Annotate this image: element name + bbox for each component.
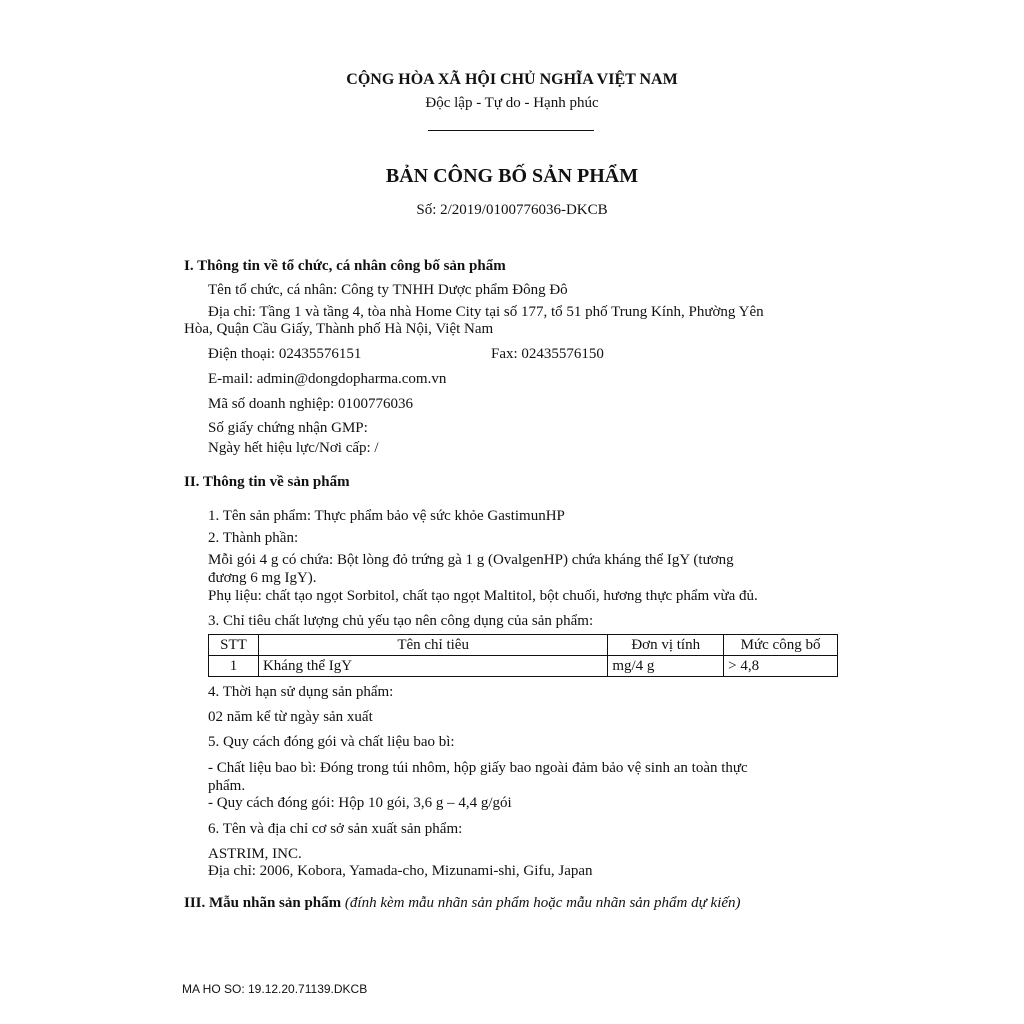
gmp-expiry: Ngày hết hiệu lực/Nơi cấp: / <box>208 440 379 456</box>
packaging-material-line2: phẩm. <box>208 778 246 794</box>
org-address-line1: Địa chỉ: Tầng 1 và tầng 4, tòa nhà Home City tại số 177, tổ 51 phố Trung Kính, Phường Yên <box>208 304 764 320</box>
nation-heading: CỘNG HÒA XÃ HỘI CHỦ NGHĨA VIỆT NAM <box>346 71 678 88</box>
table-cell-level: > 4,8 <box>724 656 838 677</box>
column-header: Đơn vị tính <box>608 635 724 656</box>
quality-heading: 3. Chỉ tiêu chất lượng chủ yếu tạo nên công dụng của sản phẩm: <box>208 613 594 629</box>
manufacturer-heading: 6. Tên và địa chỉ cơ sở sản xuất sản phẩm: <box>208 821 463 837</box>
ingredients-line1: Mỗi gói 4 g có chứa: Bột lòng đỏ trứng gà 1 g (OvalgenHP) chứa kháng thể IgY (tương <box>208 552 734 568</box>
section-3-note: (đính kèm mẫu nhãn sản phẩm hoặc mẫu nhãn sản phẩm dự kiến) <box>344 895 741 911</box>
org-phone: Điện thoại: 02435576151 <box>208 346 362 362</box>
shelf-life-heading: 4. Thời hạn sử dụng sản phẩm: <box>208 684 394 700</box>
file-code: MA HO SO: 19.12.20.71139.DKCB <box>182 982 368 996</box>
table-cell-name: Kháng thể IgY <box>258 656 607 677</box>
section-2-heading: II. Thông tin về sản phẩm <box>184 474 350 490</box>
product-name: 1. Tên sản phẩm: Thực phẩm bảo vệ sức khỏe GastimunHP <box>208 508 565 524</box>
org-fax: Fax: 02435576150 <box>491 346 604 362</box>
table-row <box>209 656 838 677</box>
document-number: Số: 2/2019/0100776036-DKCB <box>416 202 608 218</box>
org-name: Tên tổ chức, cá nhân: Công ty TNHH Dược phẩm Đông Đô <box>208 282 568 298</box>
table-cell-stt: 1 <box>209 656 259 677</box>
shelf-life: 02 năm kể từ ngày sản xuất <box>208 709 373 725</box>
table-header-row <box>209 635 838 656</box>
column-header: Tên chỉ tiêu <box>258 635 607 656</box>
org-address-line2: Hòa, Quận Cầu Giấy, Thành phố Hà Nội, Việt Nam <box>184 321 494 337</box>
packaging-material-line1: - Chất liệu bao bì: Đóng trong túi nhôm, hộp giấy bao ngoài đảm bảo vệ sinh an toàn thực <box>208 760 748 776</box>
business-code: Mã số doanh nghiệp: 0100776036 <box>208 396 413 412</box>
packaging-heading: 5. Quy cách đóng gói và chất liệu bao bì: <box>208 734 455 750</box>
ingredients-line2: đương 6 mg IgY). <box>208 570 317 586</box>
gmp-certificate: Số giấy chứng nhận GMP: <box>208 420 368 436</box>
header-divider <box>428 130 594 131</box>
excipients: Phụ liệu: chất tạo ngọt Sorbitol, chất tạo ngọt Maltitol, bột chuối, hương thực phẩm vừa đủ. <box>208 588 758 604</box>
table-cell-unit: mg/4 g <box>608 656 724 677</box>
section-3 <box>184 894 741 912</box>
section-1-heading: I. Thông tin về tổ chức, cá nhân công bố sản phẩm <box>184 258 506 274</box>
ingredients-heading: 2. Thành phần: <box>208 530 299 546</box>
manufacturer-address: Địa chỉ: 2006, Kobora, Yamada-cho, Mizunami-shi, Gifu, Japan <box>208 863 593 879</box>
packaging-spec: - Quy cách đóng gói: Hộp 10 gói, 3,6 g – 4,4 g/gói <box>208 795 512 811</box>
manufacturer-name: ASTRIM, INC. <box>208 846 302 862</box>
quality-table <box>208 634 838 677</box>
column-header: Mức công bố <box>724 635 838 656</box>
column-header: STT <box>209 635 259 656</box>
section-3-heading: III. Mẫu nhãn sản phẩm <box>184 895 342 911</box>
motto: Độc lập - Tự do - Hạnh phúc <box>425 95 599 111</box>
document-title: BẢN CÔNG BỐ SẢN PHẨM <box>385 165 639 187</box>
org-email: E-mail: admin@dongdopharma.com.vn <box>208 371 447 387</box>
